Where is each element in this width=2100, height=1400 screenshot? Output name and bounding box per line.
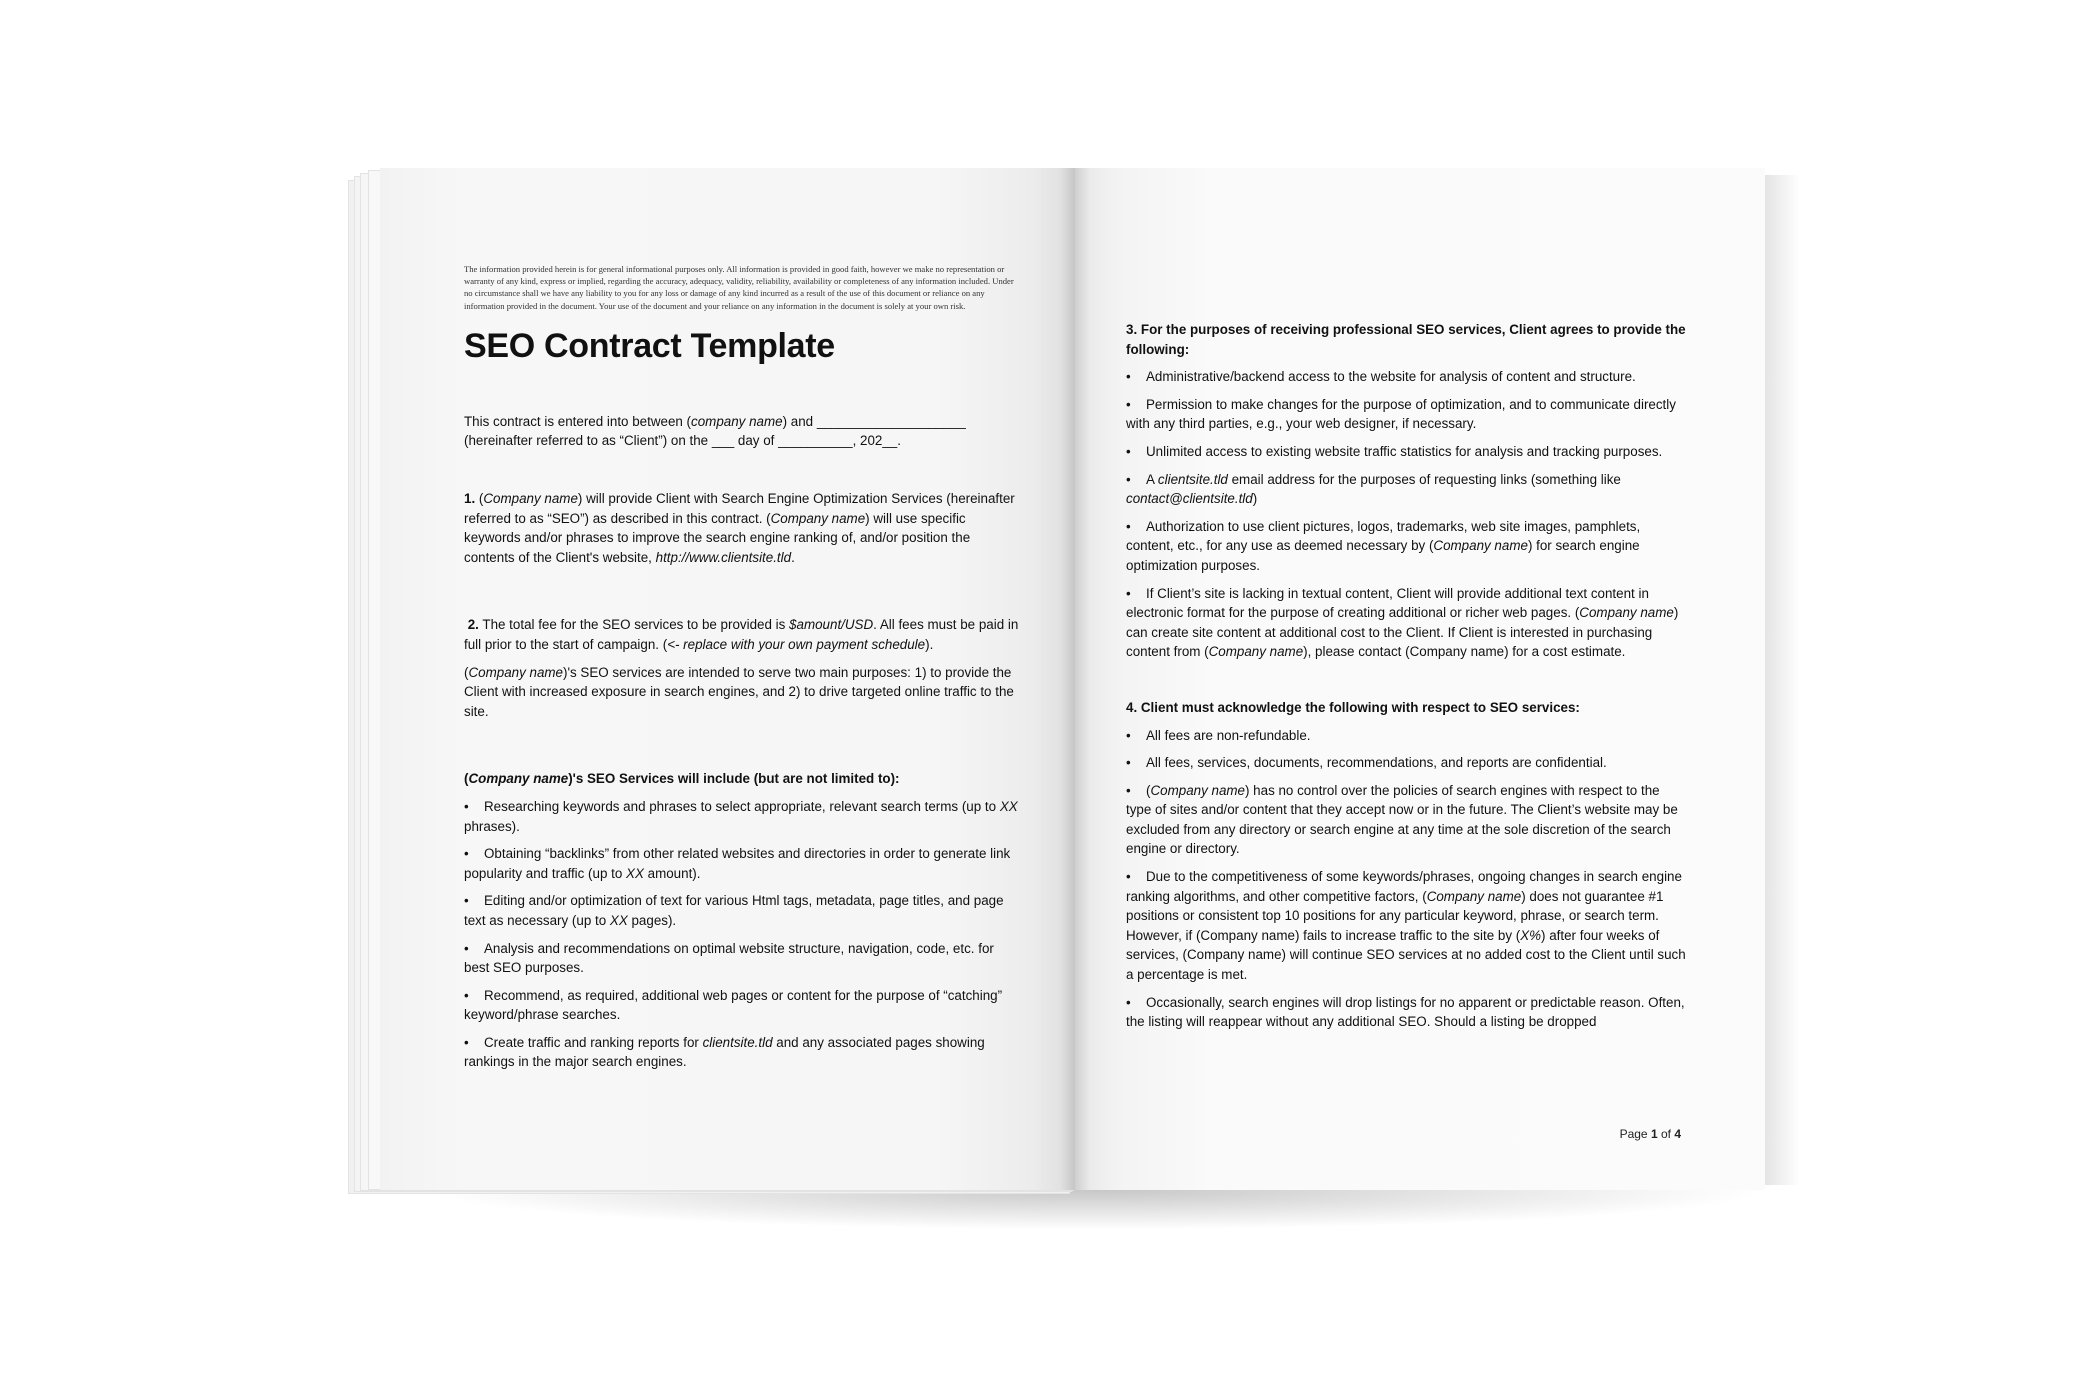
placeholder-text: Company name xyxy=(1150,782,1245,798)
placeholder-text: contact@clientsite.tld xyxy=(1126,491,1253,507)
right-page-shadow xyxy=(1760,175,1800,1185)
list-item xyxy=(464,797,1019,836)
bullet-marker: • xyxy=(1126,869,1131,885)
list-item xyxy=(1126,867,1686,985)
list-item-text: ) has no control over the policies of search engines with respect to the type of sites and/or content that they accept now or in the future. The Client’s website may be excluded from any directory or search engine at any time at the sole discretion of the search engine or directory. xyxy=(1126,782,1678,857)
list-item-text: ) can create site content at additional cost to the Client. If Client is interested in purchasing content from ( xyxy=(1126,605,1679,660)
list-item xyxy=(1126,395,1686,434)
list-item-text: ) xyxy=(1252,491,1258,507)
page-number xyxy=(1620,1127,1681,1141)
intro-text: This contract is entered into between ( xyxy=(464,413,692,429)
section-2-number: 2. xyxy=(467,617,479,633)
intro-company-placeholder: company name xyxy=(691,413,783,429)
placeholder-text: Company name xyxy=(1426,888,1522,904)
list-item xyxy=(1126,726,1686,746)
list-item-text: A xyxy=(1146,471,1158,487)
purposes-company: Company name xyxy=(468,664,563,680)
right-page xyxy=(1075,168,1765,1190)
placeholder-text: X% xyxy=(1520,927,1542,943)
disclaimer-text: The information provided herein is for general informational purposes only. All information is provided in good faith, however we make no representation or warranty of any kind, express or implied, regarding the accuracy, adequacy, validity, reliability, availability or completeness of any information included. Under no circumstance shall we have any liability to you for any loss or damage of any kind incurred as a result of the use of this document or reliance on any information provided in the document. Your use of the document and your reliance on any information in the document is solely at your own risk. xyxy=(464,264,1014,311)
list-item xyxy=(1126,442,1686,462)
list-item-text: pages). xyxy=(627,912,677,928)
bullet-marker: • xyxy=(1126,369,1131,385)
section-1-text: ) will use specific keywords and/or phrases to improve the search engine ranking of, and/or position the contents of the Client's website, xyxy=(464,510,971,565)
list-item-text: Analysis and recommendations on optimal website structure, navigation, code, etc. for best SEO purposes. xyxy=(464,940,994,976)
bullet-marker: • xyxy=(464,987,469,1003)
list-item xyxy=(464,891,1019,930)
section-1-text: ( xyxy=(475,491,484,506)
bullet-marker: • xyxy=(464,798,469,814)
list-item-text: Authorization to use client pictures, logos, trademarks, web site images, pamphlets, content, etc., for any use as deemed necessary by ( xyxy=(1126,518,1641,554)
client-website-link: http://www.clientsite.tld xyxy=(655,549,792,565)
list-item-text: Obtaining “backlinks” from other related websites and directories in order to generate link popularity and traffic (up to xyxy=(464,846,1011,881)
page-current: 1 xyxy=(1650,1127,1658,1141)
section-1-company: Company name xyxy=(483,491,578,506)
placeholder-text: XX xyxy=(626,865,644,881)
section-2-text: ). xyxy=(925,636,934,652)
services-list xyxy=(464,797,1019,1072)
services-heading-company: Company name xyxy=(468,771,569,787)
services-heading: (Company name)'s SEO Services will include (but are not limited to): xyxy=(464,771,900,787)
list-item-text: ( xyxy=(1146,782,1151,798)
intro-text-rest: ) and ____________________ (hereinafter referred to as “Client”) on the ___ day of __________, 202__. xyxy=(464,413,966,449)
section-4-heading: 4. Client must acknowledge the following with respect to SEO services: xyxy=(1126,699,1580,715)
list-item-text: ) for search engine optimization purposes. xyxy=(1126,538,1640,573)
fee-amount-placeholder: $amount/USD xyxy=(789,617,874,633)
bullet-marker: • xyxy=(1126,396,1131,412)
list-item-text: All fees are non-refundable. xyxy=(1146,727,1311,743)
list-item-text: Create traffic and ranking reports for xyxy=(484,1034,703,1050)
bullet-marker: • xyxy=(1126,518,1131,534)
left-page xyxy=(380,168,1075,1190)
intro-paragraph xyxy=(464,412,1019,451)
purposes-text: )'s SEO services are intended to serve two main purposes: 1) to provide the Client with increased exposure in search engines, and 2) to drive targeted online traffic to the site. xyxy=(464,664,1014,719)
services-heading-text: )'s SEO Services will include (but are not limited to): xyxy=(568,771,900,787)
list-item-text: Due to the competitiveness of some keywords/phrases, ongoing changes in search engine ranking algorithms, and other competitive factors, ( xyxy=(1126,869,1682,904)
bullet-marker: • xyxy=(1126,585,1131,601)
list-item xyxy=(1126,993,1686,1032)
bullet-marker: • xyxy=(1126,471,1131,487)
document-title: SEO Contract Template xyxy=(464,326,835,365)
placeholder-text: clientsite.tld xyxy=(1157,471,1228,487)
book-gutter xyxy=(1060,168,1090,1190)
section-1-text: . xyxy=(791,549,795,565)
list-item xyxy=(1126,781,1686,859)
list-item-text: and any associated pages showing rankings in the major search engines. xyxy=(464,1034,985,1070)
page-total: 4 xyxy=(1674,1127,1681,1141)
list-item xyxy=(464,939,1019,978)
bullet-marker: • xyxy=(1126,443,1131,459)
placeholder-text: Company name xyxy=(1579,605,1674,621)
list-item xyxy=(1126,753,1686,773)
section-3-heading: 3. For the purposes of receiving professional SEO services, Client agrees to provide the following: xyxy=(1126,322,1686,357)
list-item-text: phrases). xyxy=(464,818,520,834)
list-item-text: All fees, services, documents, recommendations, and reports are confidential. xyxy=(1146,755,1607,771)
purposes-paragraph: (Company name)'s SEO services are intended to serve two main purposes: 1) to provide the Client with increased exposure in search engines, and 2) to drive targeted online traffic to the site. xyxy=(464,664,1014,719)
placeholder-text: XX xyxy=(609,912,628,928)
list-item-text: Permission to make changes for the purpose of optimization, and to communicate directly with any third parties, e.g., your web designer, if necessary. xyxy=(1126,396,1676,432)
bullet-marker: • xyxy=(1126,727,1131,743)
list-item-text: email address for the purposes of requesting links (something like xyxy=(1227,471,1621,487)
section-1-paragraph xyxy=(464,489,1019,567)
list-item xyxy=(1126,584,1686,662)
list-item-text: amount). xyxy=(643,865,701,881)
list-item xyxy=(464,1033,1019,1072)
bullet-marker: • xyxy=(1126,994,1131,1010)
placeholder-text: clientsite.tld xyxy=(702,1034,773,1050)
left-page-content xyxy=(464,263,1019,1080)
list-item-text: If Client’s site is lacking in textual content, Client will provide additional text content in electronic format for the purpose of creating additional or richer web pages. ( xyxy=(1126,585,1649,621)
bullet-marker: • xyxy=(464,1034,469,1050)
list-item-text: Researching keywords and phrases to select appropriate, relevant search terms (up to xyxy=(484,798,1000,814)
section-1-text: ) will provide Client with Search Engine Optimization Services (hereinafter referred to as “SEO”) as described in this contract. ( xyxy=(464,491,1015,526)
payment-schedule-note: <- replace with your own payment schedule xyxy=(667,636,926,652)
placeholder-text: XX xyxy=(999,798,1018,814)
list-item-text: ) after four weeks of services, (Company name) will continue SEO services at no added cost to the Client until such a percentage is met. xyxy=(1126,927,1686,983)
list-item xyxy=(1126,470,1686,509)
list-item-text: Administrative/backend access to the website for analysis of content and structure. xyxy=(1146,369,1636,385)
page-label: Page xyxy=(1619,1127,1651,1141)
placeholder-text: Company name xyxy=(1433,538,1528,554)
bullet-marker: • xyxy=(464,940,469,956)
section-3-list xyxy=(1126,367,1686,662)
section-2-text: . All fees must be paid in full prior to the start of campaign. ( xyxy=(464,617,1019,652)
list-item xyxy=(1126,517,1686,576)
list-item-text: Recommend, as required, additional web pages or content for the purpose of “catching” keyword/phrase searches. xyxy=(464,987,1003,1023)
list-item xyxy=(464,844,1019,883)
list-item-text: Occasionally, search engines will drop listings for no apparent or predictable reason. Often, the listing will reappear without any additional SEO. Should a listing be dropped xyxy=(1126,994,1685,1030)
bullet-marker: • xyxy=(464,893,469,909)
list-item xyxy=(464,986,1019,1025)
list-item-text: Unlimited access to existing website traffic statistics for analysis and tracking purposes. xyxy=(1146,443,1663,459)
section-4-list xyxy=(1126,726,1686,1032)
page-of: of xyxy=(1657,1127,1675,1141)
list-item xyxy=(1126,367,1686,387)
section-2-paragraph xyxy=(464,615,1019,654)
list-item-text: Editing and/or optimization of text for various Html tags, metadata, page titles, and page text as necessary (up to xyxy=(464,893,1004,928)
bullet-marker: • xyxy=(464,846,469,862)
list-item-text: ) does not guarantee #1 positions or consistent top 10 positions for any particular keyword, phrase, or search term. However, if (Company name) fails to increase traffic to the site by ( xyxy=(1126,888,1664,943)
section-1-number: 1. xyxy=(464,491,476,506)
section-1-company: Company name xyxy=(770,510,866,526)
list-item-text: ), please contact (Company name) for a cost estimate. xyxy=(1303,644,1626,660)
section-2-text: The total fee for the SEO services to be provided is xyxy=(478,617,790,633)
bullet-marker: • xyxy=(1126,782,1131,798)
bullet-marker: • xyxy=(1126,755,1131,771)
right-page-content xyxy=(1126,320,1686,1040)
placeholder-text: Company name xyxy=(1208,644,1304,660)
